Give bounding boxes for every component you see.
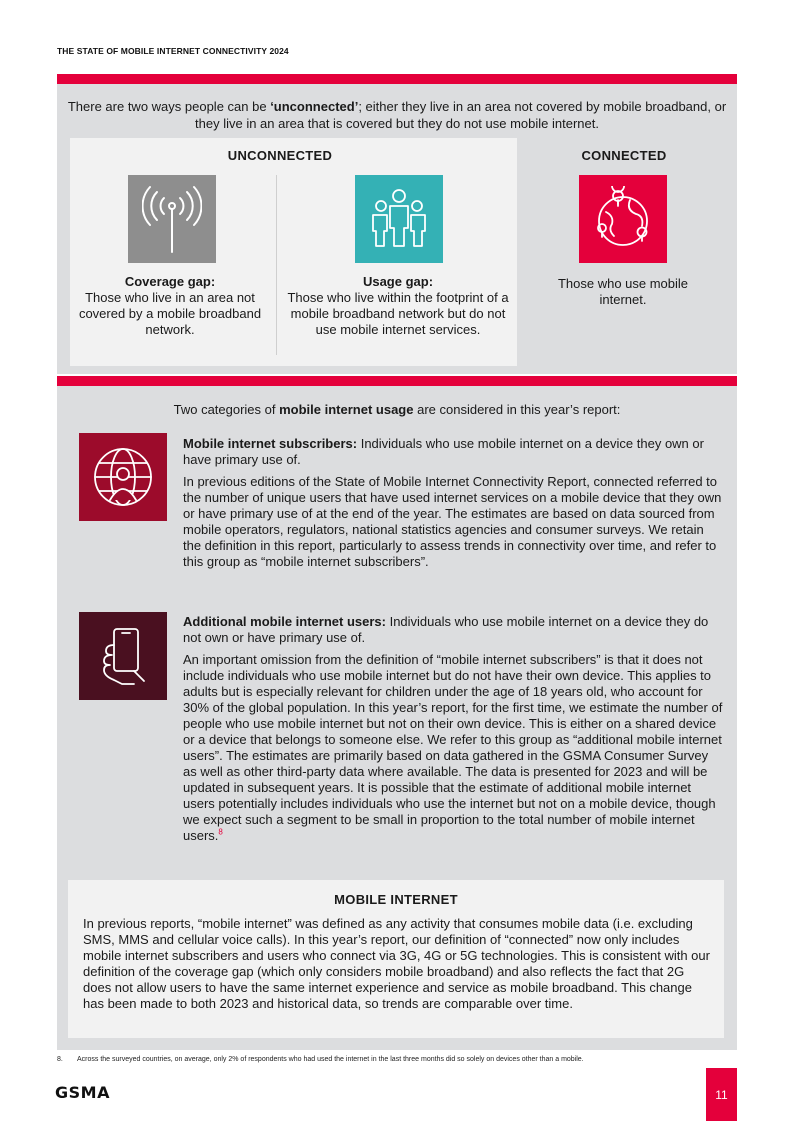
box-divider xyxy=(276,175,277,355)
mobile-internet-heading: MOBILE INTERNET xyxy=(334,892,458,907)
additional-users-description: Additional mobile internet users: Individuals who use mobile internet on a device they do not own or have primary use of. An important omission from the definition of “mobile internet subscribers” is that it does not include individuals who use mobile internet but do not have their own device. This applies to adults but is especially relevant for children under the age of 18 years old, who account for 30% of the global population. In this year’s report, for the first time, we estimate the number of people who use mobile internet but not on their own device. This is either on a shared device or a device that belongs to someone else. We refer to this group as “additional mobile internet users”. The estimates are primarily based on data gathered in the GSMA Consumer Survey as well as other third-party data where available. The data is presented for 2023 and will be updated in subsequent years. It is possible that the estimate of additional mobile internet users potentially includes individuals who use the internet but not on a mobile device, though we expect such a segment to be small in proportion to the total number of mobile internet users.$^8$ xyxy=(183,614,723,843)
intro-highlight: ‘unconnected’ xyxy=(270,99,359,114)
connected-heading: CONNECTED xyxy=(581,148,667,163)
usage-gap-label xyxy=(287,274,509,338)
people-group-icon xyxy=(355,175,443,263)
subscribers-body: In previous editions of the State of Mobile Internet Connectivity Report, connected referred to the number of unique users that have used internet services on a mobile device that they own or have primary use of at the end of the year. The estimates are based on data sourced from mobile operators, regulators, national statistics agencies and consumer surveys. We retain the definition in this report, particularly to assess trends in connectivity over time, and refer to this group as “mobile internet subscribers”. xyxy=(183,474,722,569)
additional-users-body: An important omission from the definition of “mobile internet subscribers” is that it does not include individuals who use mobile internet but do not have their own device. This applies to adults but is especially relevant for children under the age of 18 years old, who account for 30% of the global population. In this year’s report, for the first time, we estimate the number of people who use mobile internet but not on their own device. This is either on a shared device or a device that belongs to someone else. We refer to this group as “additional mobile internet users”. The estimates are primarily based on data gathered in the GSMA Consumer Survey as well as other third-party data where available. The data is presented for 2023 and will be updated in subsequent years. It is possible that the estimate of additional mobile internet users potentially includes individuals who use the internet but not on a mobile device, though we expect such a segment to be small in proportion to the total number of mobile internet users. xyxy=(183,652,723,843)
globe-person-icon xyxy=(79,433,167,521)
gsma-logo: GSMA xyxy=(55,1083,110,1102)
unconnected-heading: UNCONNECTED xyxy=(227,148,333,163)
categories-intro: Two categories of mobile internet usage are considered in this year’s report: xyxy=(173,402,621,417)
hand-phone-icon xyxy=(79,612,167,700)
coverage-gap-text: Those who live in an area not covered by a mobile broadband network. xyxy=(78,290,262,337)
additional-users-title: Additional mobile internet users: xyxy=(183,614,386,629)
section-middle-bar xyxy=(57,376,737,386)
subscribers-description: Mobile internet subscribers: Individuals who use mobile internet on a device they own or have primary use of. In previous editions of the State of Mobile Internet Connectivity Report, connected referred to the number of unique users that have used internet services on a mobile device that they own or have primary use of at the end of the year. The estimates are based on data sourced from mobile operators, regulators, national statistics agencies and consumer surveys. We retain the definition in this report, particularly to assess trends in connectivity over time, and refer to this group as “mobile internet subscribers”. xyxy=(183,436,722,569)
connected-text: Those who use mobile internet. xyxy=(557,276,689,307)
page-header-title: THE STATE OF MOBILE INTERNET CONNECTIVITY 2024 xyxy=(57,46,289,56)
footnote: 8. Across the surveyed countries, on average, only 2% of respondents who had used the internet in the last three months did so solely on devices other than a mobile. xyxy=(57,1056,584,1063)
page-number: 11 xyxy=(706,1068,737,1121)
usage-gap-title: Usage gap: xyxy=(362,274,434,289)
antenna-icon xyxy=(128,175,216,263)
mobile-internet-text: In previous reports, “mobile internet” was defined as any activity that consumes mobile data (i.e. excluding SMS, MMS and cellular voice calls). In this year’s report, our definition of “connected” now only includes mobile internet subscribers and users who connect via 3G, 4G or 5G technologies. This is consistent with our definition of the coverage gap (which only considers mobile broadband) and also reflects the fact that 2G does not allow users to have the same internet experience and service as mobile broadband. This change has been made to both 2023 and historical data, so trends are comparable over time. xyxy=(83,916,710,1011)
footnote-ref[interactable]: 8 xyxy=(218,827,223,837)
globe-pins-icon xyxy=(579,175,667,263)
coverage-gap-title: Coverage gap: xyxy=(124,274,216,289)
coverage-gap-label xyxy=(75,274,265,338)
section-top-bar xyxy=(57,74,737,84)
usage-gap-text: Those who live within the footprint of a mobile broadband network but do not use mobile internet services. xyxy=(287,290,509,337)
subscribers-title: Mobile internet subscribers: xyxy=(183,436,358,451)
intro-text: There are two ways people can be ‘unconnected’; either they live in an area not covered by mobile broadband, or they live in an area that is covered but they do not use mobile internet. xyxy=(67,99,727,131)
